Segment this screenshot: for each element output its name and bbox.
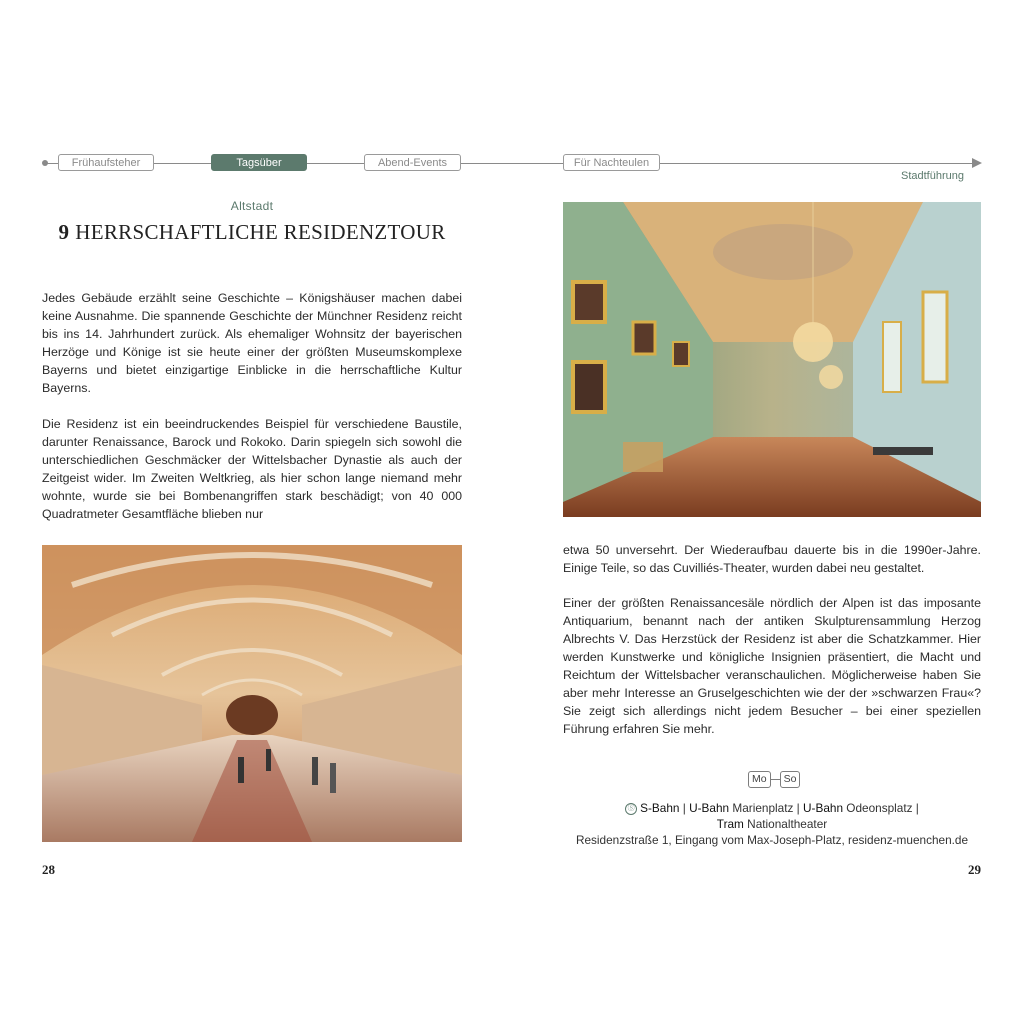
- timeline-line: [46, 163, 974, 164]
- nav-pill-fuer-nachteulen: Für Nachteulen: [563, 154, 660, 171]
- nav-pill-abend-events: Abend-Events: [364, 154, 461, 171]
- left-paragraph-1: Jedes Gebäude erzählt seine Geschichte – Königshäuser machen dabei keine Ausnahme. Die spannende Geschichte der Münchner Residenz reicht bis ins 14. Jahrhundert zurück. Als ehemaliger Wohnsitz der bayerischen Herzöge und Könige ist sie heute einer der größten Museumskomplexe Bayerns und bietet einzigartige Einblicke in die herrschaftliche Kultur Bayerns.: [42, 291, 462, 395]
- antiquarium-photo: [42, 545, 462, 842]
- timeline-arrow-icon: [972, 158, 982, 168]
- ubahn-label-1: U-Bahn: [689, 801, 730, 815]
- address-line: Residenzstraße 1, Eingang vom Max-Joseph-Platz, residenz-muenchen.de: [575, 833, 969, 847]
- timeline-start-dot: [42, 160, 48, 166]
- page-number-right: 29: [968, 862, 981, 877]
- ubahn-label-2: U-Bahn: [803, 801, 843, 815]
- nav-pill-tagsueber: Tagsüber: [211, 154, 307, 171]
- sbahn-label: S-Bahn: [640, 801, 680, 815]
- stop-nationaltheater: Nationaltheater: [743, 817, 828, 831]
- tour-number: 9: [58, 220, 70, 244]
- district-label: Altstadt: [230, 199, 274, 213]
- hall-of-mirrors-photo: [563, 202, 981, 517]
- stop-odeonsplatz: Odeonsplatz: [843, 801, 913, 815]
- stop-marienplatz: Marienplatz: [729, 801, 794, 815]
- timeline-nav: [42, 152, 982, 176]
- page-title: [42, 220, 462, 245]
- day-from-badge: Mo: [748, 771, 771, 788]
- separator: |: [793, 801, 803, 815]
- sbahn-icon: Ⓢ: [625, 803, 637, 815]
- day-to-badge: So: [780, 771, 801, 788]
- tour-title: HERRSCHAFTLICHE RESIDENZTOUR: [75, 220, 446, 244]
- transit-line-1: [563, 800, 981, 816]
- separator: |: [912, 801, 919, 815]
- transit-line-2: [563, 816, 981, 832]
- separator: |: [679, 801, 690, 815]
- nav-pill-fruehaufsteher: Frühaufsteher: [58, 154, 154, 171]
- day-range-dash: [771, 779, 780, 780]
- category-label: Stadtführung: [901, 170, 964, 182]
- left-paragraph-2: Die Residenz ist ein beeindruckendes Beispiel für verschiedene Baustile, darunter Renaissance, Barock und Rokoko. Darin spiegeln sich sowohl die unterschiedlichen Geschmäcker der Wittelsbacher Dynastie als auch der Zeitgeist wider. Im Zweiten Weltkrieg, als hier schon lange niemand mehr wohnte, wurde sie bei Bombenangriffen stark beschädigt; von 40 000 Quadratmeter Gesamtfläche blieben nur: [42, 417, 462, 521]
- right-paragraph-1: etwa 50 unversehrt. Der Wiederaufbau dauerte bis in die 1990er-Jahre. Einige Teile, so das Cuvilliés-Theater, wurden dabei neu gestaltet.: [563, 543, 981, 575]
- tram-label: Tram: [716, 817, 744, 831]
- page-number-left: 28: [42, 862, 55, 877]
- opening-days: [748, 771, 800, 788]
- right-paragraph-2: Einer der größten Renaissancesäle nördlich der Alpen ist das imposante Antiquarium, benannt nach der antiken Skulpturensammlung Herzog Albrechts V. Das Herzstück der Residenz ist aber die Schatzkammer. Hier werden Kunstwerke und königliche Insignien präsentiert, die Macht und Reichtum der Wittelsbacher veranschaulichen. Möglicherweise haben Sie aber mehr Interesse an Gruselgeschichten wie der der »schwarzen Frau«? Sie zeigt sich allerdings nicht jedem Besucher – bei einer speziellen Führung erfahren Sie mehr.: [563, 596, 981, 736]
